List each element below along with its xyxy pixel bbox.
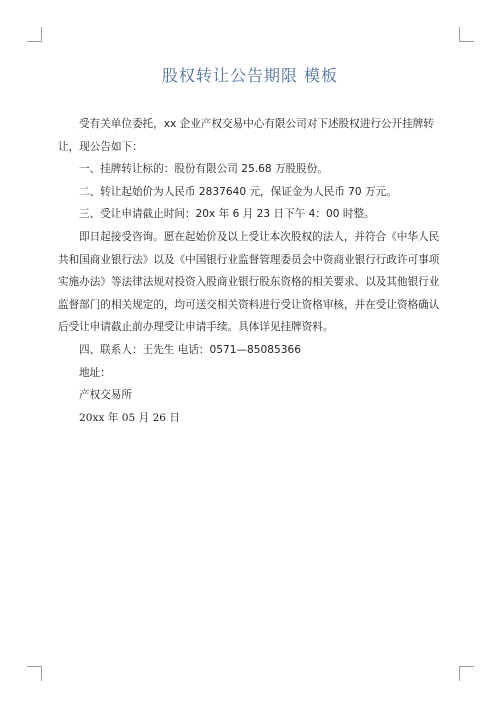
intro-paragraph: 受有关单位委托，xx 企业产权交易中心有限公司对下述股权进行公开挂牌转让，现公告如下： xyxy=(58,118,434,153)
issue-date: 20xx 年 05 月 26 日 xyxy=(79,411,181,424)
issuer-name: 产权交易所 xyxy=(79,389,132,402)
consultation-paragraph: 即日起接受咨询。愿在起始价及以上受让本次股权的法人，并符合《中华人民共和国商业银行法》以及《中国银行业监督管理委员会中资商业银行行政许可事项实施办法》等法律法规对投资入股商业银行股东资格的相关要求、以及其他银行业监督部门的相关规定的，均可送交相关资料进行受让资格审核，并在受让资格确认后受让申请截止前办理受让申请手续。具体详见挂牌资料。 xyxy=(58,230,440,334)
item-transfer-target: 一、挂牌转让标的：股份有限公司 25.68 万股股份。 xyxy=(79,163,328,176)
crop-mark-bottom-left xyxy=(27,666,42,681)
item-contact: 四、联系人：王先生 电话：0571—85085366 xyxy=(79,343,301,356)
document-body xyxy=(58,113,444,429)
document-title: 股权转让公告期限 模板 xyxy=(161,66,339,85)
item-starting-price: 二、转让起始价为人民币 2837640 元，保证金为人民币 70 万元。 xyxy=(79,185,397,198)
crop-mark-bottom-right xyxy=(459,666,474,681)
crop-mark-top-right xyxy=(459,27,474,42)
item-deadline: 三、受让申请截止时间：20x 年 6 月 23 日下午 4：00 时整。 xyxy=(79,208,375,221)
crop-mark-top-left xyxy=(27,27,42,42)
address-line: 地址： xyxy=(79,366,111,379)
